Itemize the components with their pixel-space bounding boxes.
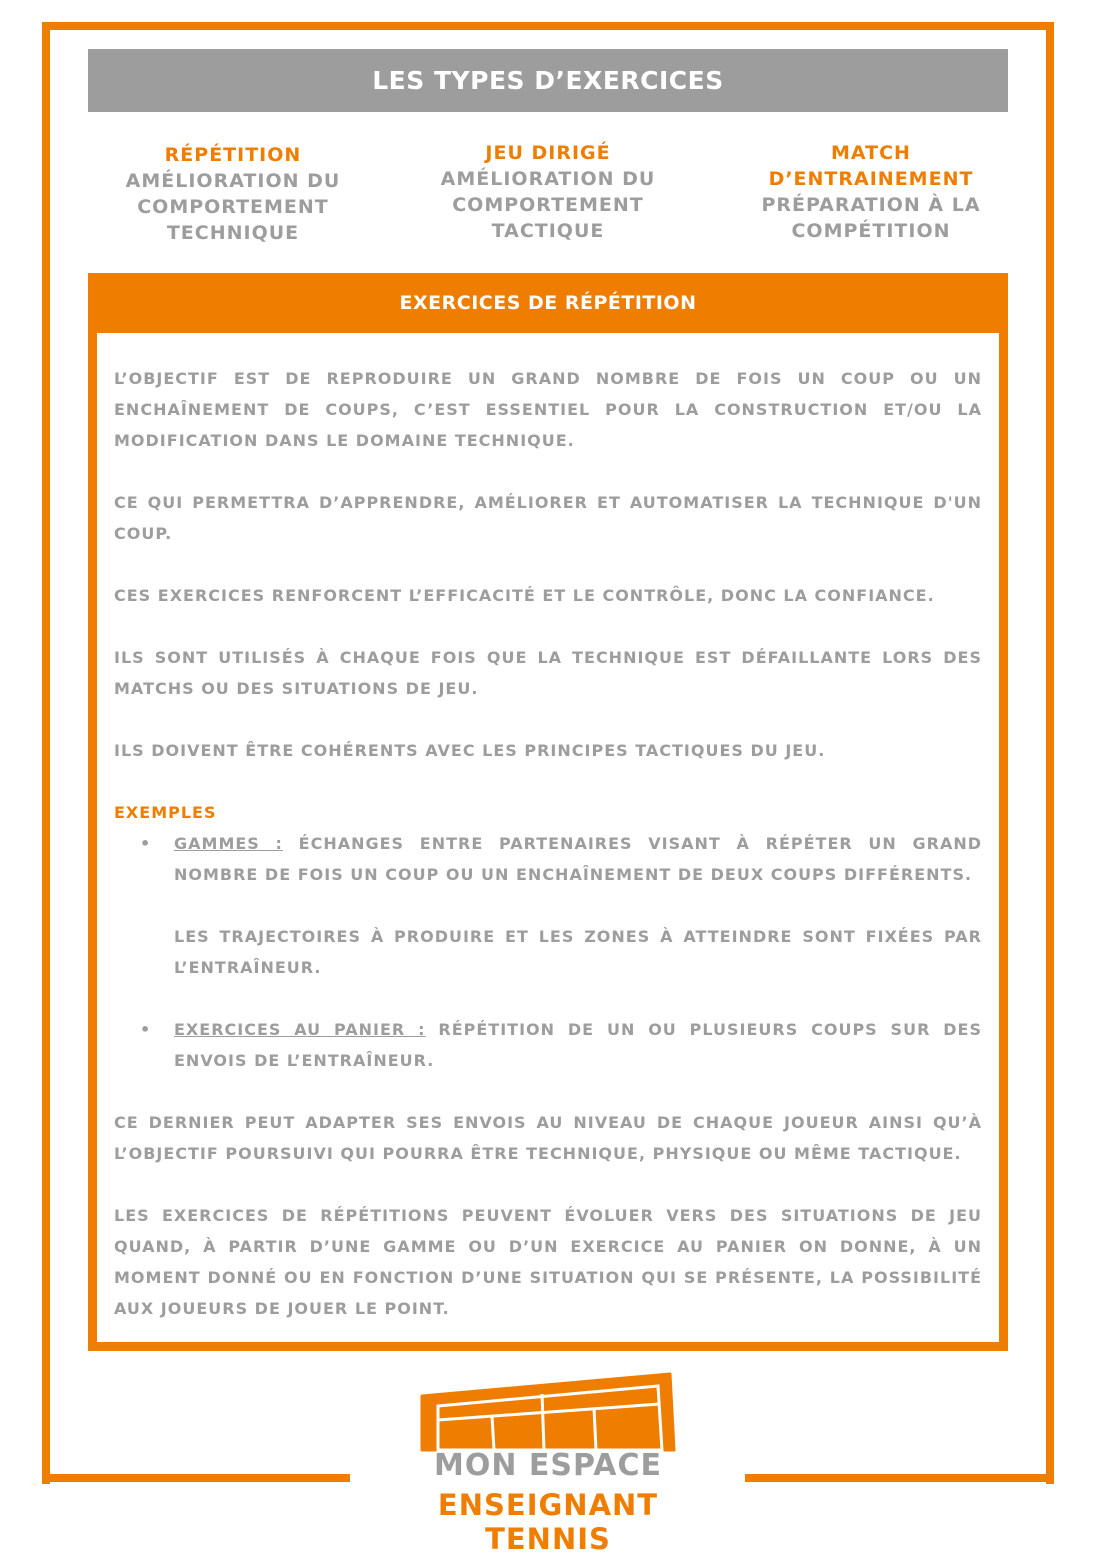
type-name: JEU DIRIGÉ — [485, 142, 611, 164]
frame-top — [42, 22, 1054, 30]
paragraph: ILS DOIVENT ÊTRE COHÉRENTS AVEC LES PRINCIPES TACTIQUES DU JEU. — [114, 741, 826, 760]
tennis-court-icon — [418, 1372, 678, 1452]
type-name: MATCH D’ENTRAINEMENT — [768, 142, 974, 190]
paragraph: L’OBJECTIF EST DE REPRODUIRE UN GRAND NOMBRE DE FOIS UN COUP OU UN ENCHAÎNEMENT DE COUPS, C’EST ESSENTIEL POUR LA CONSTRUCTION ET/OU LA MODIFICATION DANS LE DOMAINE TECHNIQUE. — [114, 369, 982, 450]
section-title: EXERCICES DE RÉPÉTITION — [399, 292, 697, 314]
logo-line-2: ENSEIGNANT TENNIS — [437, 1488, 659, 1556]
type-match-entrainement — [748, 140, 994, 244]
paragraph: LES EXERCICES DE RÉPÉTITIONS PEUVENT ÉVOLUER VERS DES SITUATIONS DE JEU QUAND, À PARTIR D’UNE GAMME OU D’UN EXERCICE AU PANIER ON DONNE, À UN MOMENT DONNÉ OU EN FONCTION D’UNE SITUATION QUI SE PRÉSENTE, LA POSSIBILITÉ AUX JOUEURS DE JOUER LE POINT. — [114, 1206, 982, 1318]
type-description: AMÉLIORATION DU COMPORTEMENT TECHNIQUE — [125, 170, 341, 244]
example-term: EXERCICES AU PANIER : — [174, 1020, 426, 1039]
exercise-types — [88, 138, 1008, 258]
frame-bottom-right — [745, 1474, 1054, 1482]
list-item — [114, 1014, 982, 1076]
type-description: PRÉPARATION À LA COMPÉTITION — [761, 194, 981, 242]
brand-logo — [380, 1370, 720, 1556]
type-name: RÉPÉTITION — [164, 144, 302, 166]
paragraph: CE DERNIER PEUT ADAPTER SES ENVOIS AU NIVEAU DE CHAQUE JOUEUR AINSI QU’À L’OBJECTIF POURSUIVI QUI POURRA ÊTRE TECHNIQUE, PHYSIQUE OU MÊME TACTIQUE. — [114, 1113, 982, 1163]
page-title: LES TYPES D’EXERCICES — [372, 66, 724, 95]
page-title-banner — [88, 49, 1008, 112]
paragraph: CE QUI PERMETTRA D’APPRENDRE, AMÉLIORER ET AUTOMATISER LA TECHNIQUE D'UN COUP. — [114, 493, 982, 543]
type-description: AMÉLIORATION DU COMPORTEMENT TACTIQUE — [440, 168, 656, 242]
example-extra: LES TRAJECTOIRES À PRODUIRE ET LES ZONES À ATTEINDRE SONT FIXÉES PAR L’ENTRAÎNEUR. — [174, 927, 982, 977]
paragraph: CES EXERCICES RENFORCENT L’EFFICACITÉ ET LE CONTRÔLE, DONC LA CONFIANCE. — [114, 586, 935, 605]
examples-heading: EXEMPLES — [114, 803, 217, 822]
example-text: RÉPÉTITION DE UN OU PLUSIEURS COUPS SUR DES ENVOIS DE L’ENTRAÎNEUR. — [174, 1020, 982, 1070]
type-repetition — [88, 142, 378, 246]
logo-line-1: MON ESPACE — [434, 1448, 662, 1483]
example-text: ÉCHANGES ENTRE PARTENAIRES VISANT À RÉPÉTER UN GRAND NOMBRE DE FOIS UN COUP OU UN ENCHAÎNEMENT DE DEUX COUPS DIFFÉRENTS. — [174, 834, 982, 884]
frame-bottom-left — [42, 1474, 350, 1482]
type-jeu-dirige — [428, 140, 668, 244]
frame-left — [42, 22, 50, 1484]
examples-list — [114, 828, 982, 1076]
paragraph: ILS SONT UTILISÉS À CHAQUE FOIS QUE LA TECHNIQUE EST DÉFAILLANTE LORS DES MATCHS OU DES SITUATIONS DE JEU. — [114, 648, 982, 698]
section-content — [114, 363, 982, 1355]
bullet-icon: • — [140, 834, 152, 853]
example-term: GAMMES : — [174, 834, 283, 853]
bullet-icon: • — [140, 1020, 152, 1039]
frame-right — [1046, 22, 1054, 1484]
repetition-section — [88, 273, 1008, 1351]
section-body — [97, 333, 999, 1342]
list-item — [114, 828, 982, 983]
